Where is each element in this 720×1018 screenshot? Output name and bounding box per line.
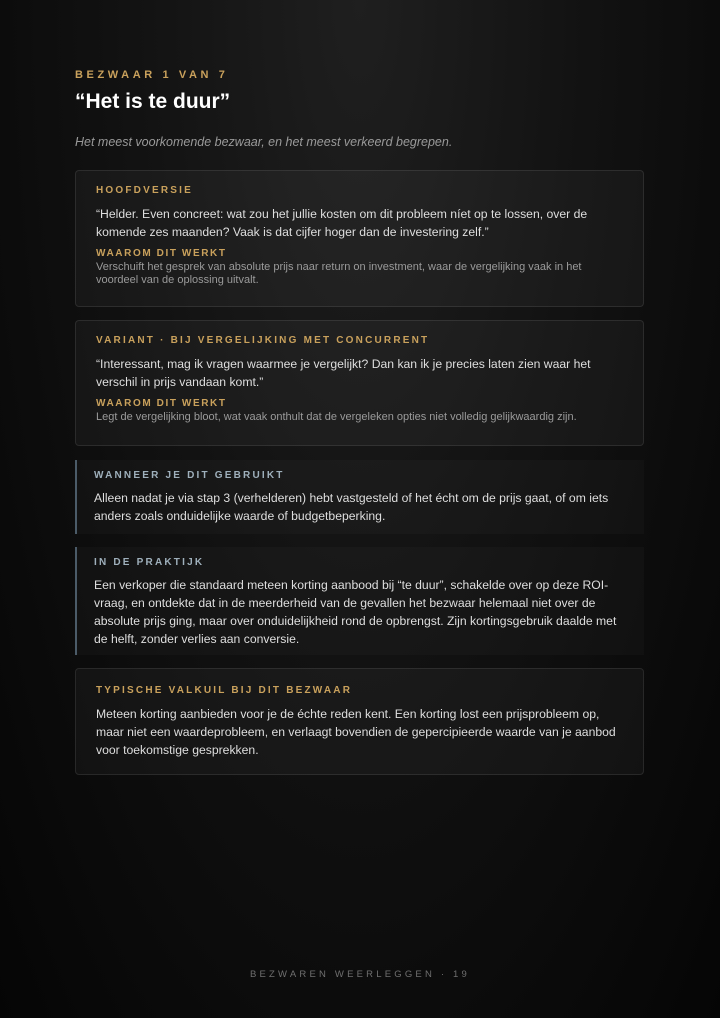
- main-version-card: [75, 170, 644, 307]
- pitfall-card: [75, 668, 644, 775]
- when-to-use-label: WANNEER JE DIT GEBRUIKT: [94, 470, 285, 481]
- objection-counter: BEZWAAR 1 VAN 7: [75, 69, 229, 81]
- variant-why-text: Legt de vergelijking bloot, wat vaak onthult dat de vergeleken opties niet volledig gelijkwaardig zijn.: [96, 411, 577, 423]
- page-footer: BEZWAREN WEERLEGGEN · 19: [249, 969, 471, 980]
- pitfall-text: Meteen korting aanbieden voor je de échte reden kent. Een korting lost een prijsprobleem op, maar niet een waardeprobleem, en verlaagt bovendien de gepercipieerde waarde van je aanbod voor toekomstige gesprekken.: [96, 707, 616, 757]
- variant-card: [75, 320, 644, 446]
- main-version-quote: “Helder. Even concreet: wat zou het jullie kosten om dit probleem níet op te lossen, over de komende zes maanden? Vaak is dat cijfer hoger dan de investering zelf.”: [96, 207, 588, 239]
- page-subtitle: Het meest voorkomende bezwaar, en het meest verkeerd begrepen.: [75, 135, 453, 149]
- variant-why-label: WAAROM DIT WERKT: [96, 398, 227, 409]
- in-practice-label: IN DE PRAKTIJK: [94, 557, 205, 568]
- when-to-use-text: Alleen nadat je via stap 3 (verhelderen) hebt vastgesteld of het écht om de prijs gaat, of om iets anders zoals onduidelijke waarde of budgetbeperking.: [94, 491, 609, 523]
- pitfall-label: TYPISCHE VALKUIL BIJ DIT BEZWAAR: [96, 685, 353, 696]
- variant-label: VARIANT · BIJ VERGELIJKING MET CONCURRENT: [96, 335, 430, 346]
- in-practice-text: Een verkoper die standaard meteen korting aanbood bij “te duur”, schakelde over op deze ROI-vraag, en ontdekte dat in de meerderheid van de gevallen het bezwaar helemaal niet over de absolute prijs ging, maar over onduidelijkheid rond de opbrengst. Zijn kortingsgebruik daalde met de helft, zonder verlies aan conversie.: [94, 578, 617, 646]
- variant-quote: “Interessant, mag ik vragen waarmee je vergelijkt? Dan kan ik je precies laten zien waar het verschil in prijs vandaan komt.”: [96, 357, 591, 389]
- page-title: “Het is te duur”: [75, 90, 231, 113]
- when-to-use-note: [75, 460, 644, 534]
- main-version-label: HOOFDVERSIE: [96, 185, 193, 196]
- in-practice-note: [75, 547, 644, 655]
- main-version-why-label: WAAROM DIT WERKT: [96, 248, 227, 259]
- main-version-why-text: Verschuift het gesprek van absolute prijs naar return on investment, waar de vergelijking vaak in het voordeel van de oplossing uitvalt.: [96, 261, 582, 286]
